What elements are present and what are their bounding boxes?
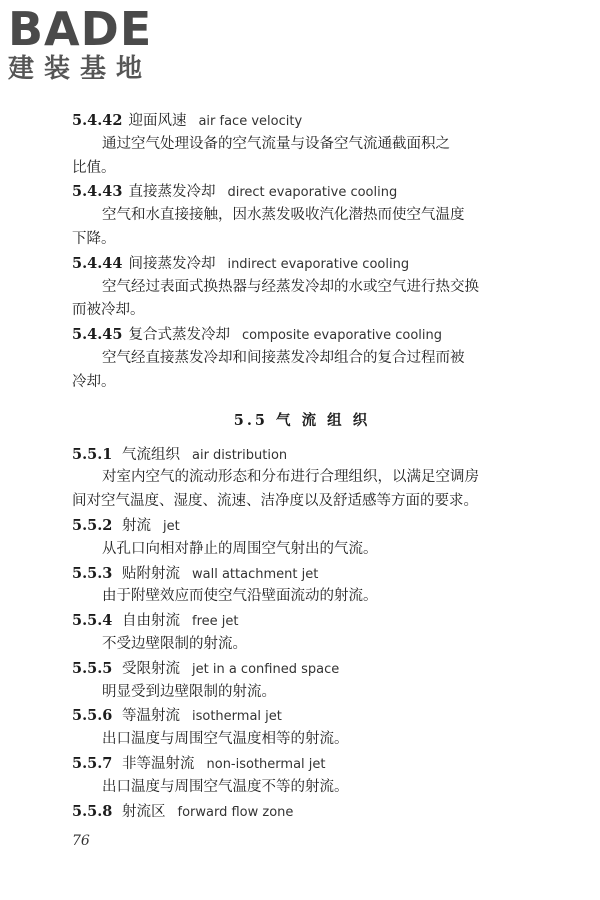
term-number: 5.4.44: [72, 254, 123, 272]
term-heading: [72, 704, 532, 728]
term-heading: [72, 562, 532, 586]
term-number: 5.5.1: [72, 445, 113, 463]
term-english: forward flow zone: [177, 804, 294, 820]
term-english: air distribution: [192, 447, 288, 463]
term-entry: [72, 800, 532, 824]
term-chinese: 直接蒸发冷却: [128, 184, 216, 201]
term-definition-line: 间对空气温度、湿度、流速、洁净度以及舒适感等方面的要求。: [72, 493, 478, 510]
term-entry: [72, 609, 532, 657]
term-english: non-isothermal jet: [206, 756, 326, 772]
term-definition-line: 出口温度与周围空气温度不等的射流。: [102, 778, 349, 795]
term-chinese: 贴附射流: [122, 565, 180, 582]
term-english: jet: [163, 518, 180, 534]
term-number: 5.5.4: [72, 612, 113, 630]
term-number: 5.4.42: [72, 112, 123, 129]
term-definition-line: 对室内空气的流动形态和分布进行合理组织，以满足空调房: [102, 469, 479, 486]
term-chinese: 受限射流: [122, 660, 180, 677]
term-entry: [72, 704, 532, 752]
term-english: jet in a confined space: [192, 661, 340, 677]
term-heading: [72, 180, 532, 204]
term-number: 5.5.8: [72, 802, 113, 820]
term-chinese: 间接蒸发冷却: [128, 255, 216, 272]
term-definition-line: 而被冷却。: [72, 302, 145, 319]
term-definition-line: 空气经直接蒸发冷却和间接蒸发冷却组合的复合过程而被: [102, 349, 465, 366]
term-chinese: 迎面风速: [128, 113, 187, 129]
term-chinese: 气流组织: [122, 446, 180, 463]
term-definition-line: 空气和水直接接触，因水蒸发吸收汽化潜热而使空气温度: [102, 207, 465, 224]
term-definition-line: 比值。: [72, 159, 116, 176]
term-entry: [72, 180, 532, 251]
term-heading: [72, 609, 532, 633]
term-number: 5.5.7: [72, 754, 113, 772]
term-chinese: 非等温射流: [122, 755, 195, 772]
term-chinese: 复合式蒸发冷却: [128, 327, 230, 344]
term-definition-line: 空气经过表面式换热器与经蒸发冷却的水或空气进行热交换: [102, 278, 479, 295]
term-entry: [72, 443, 532, 514]
term-chinese: 等温射流: [122, 708, 180, 725]
term-definition-line: 从孔口向相对静止的周围空气射出的气流。: [102, 540, 378, 557]
term-entry: [72, 657, 532, 705]
term-entry: [72, 252, 532, 323]
term-heading: [72, 800, 532, 824]
document-content: [72, 109, 532, 823]
term-heading: [72, 109, 532, 133]
term-number: 5.5.6: [72, 707, 113, 725]
brand-logo: [8, 4, 178, 94]
term-entry: [72, 514, 532, 562]
term-chinese: 自由射流: [122, 613, 180, 630]
term-heading: [72, 657, 532, 681]
term-definition-line: 不受边壁限制的射流。: [102, 635, 247, 652]
term-definition-line: 明显受到边壁限制的射流。: [102, 683, 276, 700]
term-definition-line: 冷却。: [72, 373, 116, 390]
term-english: indirect evaporative cooling: [227, 256, 410, 272]
term-chinese: 射流区: [122, 803, 166, 820]
term-english: direct evaporative cooling: [227, 185, 398, 201]
term-heading: [72, 252, 532, 276]
term-definition-line: 由于附壁效应而使空气沿壁面流动的射流。: [102, 588, 378, 605]
term-definition-line: 通过空气处理设备的空气流量与设备空气流通截面积之: [102, 135, 450, 152]
logo-latin-text: BADE: [8, 2, 153, 56]
term-heading: [72, 323, 532, 347]
logo-cjk-text: 建装基地: [8, 54, 153, 84]
term-english: free jet: [192, 614, 239, 630]
term-number: 5.4.43: [72, 183, 123, 201]
term-heading: [72, 752, 532, 776]
term-english: air face velocity: [198, 114, 303, 129]
term-number: 5.4.45: [72, 326, 123, 344]
term-english: wall attachment jet: [192, 566, 319, 582]
term-definition-line: 出口温度与周围空气温度相等的射流。: [102, 731, 349, 748]
page-number: 76: [72, 833, 90, 849]
term-entry: [72, 323, 532, 394]
term-heading: [72, 443, 532, 467]
term-chinese: 射流: [122, 517, 151, 534]
term-entry: [72, 562, 532, 610]
term-number: 5.5.3: [72, 564, 113, 582]
term-definition-line: 下降。: [72, 230, 116, 247]
term-heading: [72, 514, 532, 538]
section-5-4-entries: [72, 109, 532, 395]
term-english: isothermal jet: [192, 709, 282, 725]
term-entry: [72, 109, 532, 180]
term-entry: [72, 752, 532, 800]
term-number: 5.5.5: [72, 659, 113, 677]
section-5-5-entries: [72, 443, 532, 824]
term-english: composite evaporative cooling: [241, 328, 443, 344]
section-title: 5.5 气 流 组 织: [233, 411, 371, 429]
term-number: 5.5.2: [72, 516, 113, 534]
